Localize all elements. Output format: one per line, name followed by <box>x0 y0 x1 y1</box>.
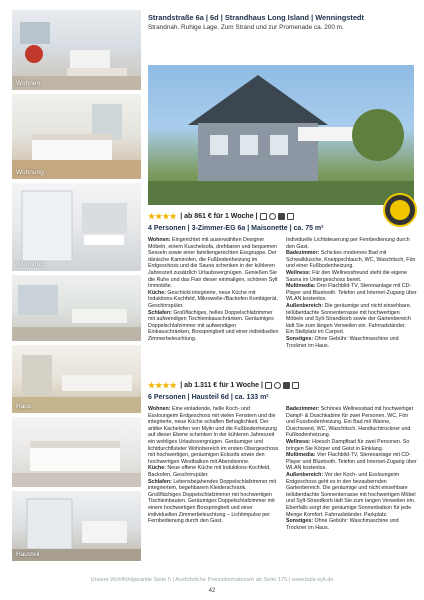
no-smoking-icon <box>269 213 276 220</box>
offer-headline: 4 Personen | 3-Zimmer-EG 6a | Maisonette | ca. 75 m² <box>148 225 324 232</box>
living-room-illustration <box>12 10 141 90</box>
desc-wohnen: Wohnen: Eine einladende, helle Koch- und Essloungeim Erdgeschoss mit vielen Fenstern und die integrierte, neue Küche schaffen Behaglichkeit. Der antike Kachelofen von Mylin und die Fußbodenheizung auf dieser Ebene schenken in der kühleren Jahreszeit ein wohliges Urlaubsvergnügen. Geräumiger und lichtdurchfluteter Wohnbereich im ersten Obergeschoss mit hochwertigen, geräumigen Ecksofa sowie den hochwertigen Westbalkon mit Abendsonne. <box>148 406 279 465</box>
wifi-icon <box>283 382 290 389</box>
desc-multimedia: Multimedia: Vier Flachbild-TV, Stereoanlage mit CD-Player und Bluetooth. Telefon und Internet-Zugang über WLAN kostenlos. <box>286 452 417 472</box>
desc-bad: Badezimmer: Schickes modernes Bad mit Schwalldusche, Kneippschlauch, WC, Waschtisch, Fön und einer Fußbodenheizung. <box>286 250 416 270</box>
pet-icon <box>265 382 272 389</box>
offer-description-right <box>286 406 417 531</box>
photo-caption: Wohnung <box>16 261 44 268</box>
pet-icon <box>260 213 267 220</box>
photo-column <box>12 10 141 565</box>
bedroom-2-illustration <box>12 417 141 487</box>
photo-bathroom <box>12 183 141 271</box>
photo-bedroom-2 <box>12 417 141 487</box>
kitchen-illustration <box>12 345 141 413</box>
bathroom-illustration <box>12 183 141 271</box>
desc-aussen: Außenbereich: Vor der Koch- und Essloungeim Erdgeschoss geht es in den bezaubernden Gartenbereich. Die geräumige und nicht einsehbare teilüberdachte Sonnenterrasse mit hochwertigen Möbel und Sylt-Strandkorb lädt Sie zum langen Verweilen ein. Ebenfalls sorgt der geräumige Sonnenbalkon für jede Menge Komfort. Fahrradständer. Parkplatz. <box>286 471 416 518</box>
desc-sonstiges: Sonstiges: Ohne Gebühr: Waschmaschine und Trockner im Haus. <box>286 335 399 349</box>
offer-headline: 6 Personen | Hausteil 6d | ca. 133 m² <box>148 394 269 401</box>
rating-price-row <box>148 212 418 221</box>
page-subtitle: Strandnah. Ruhige Lage. Zum Strand und zur Promenade ca. 200 m. <box>148 24 344 31</box>
photo-living-room <box>12 10 141 90</box>
desc-wellness: Wellness: Für den Wellnessfreund steht die eigene Sauna im Untergeschoss bereit. <box>286 269 408 283</box>
desc-schlafen: Schlafen: Großflächiges, helles Doppelschlafzimmer mit aufwendigen Tischleinbauschränken. Geräumiges Doppelschlafzimmer mit aufwendigen Einbauschränken, Boxspringbett und einer individuellen Zimmerbeleuchtung. <box>148 309 279 342</box>
wifi-icon <box>278 213 285 220</box>
living-room-2-illustration <box>12 275 141 341</box>
desc-multimedia: Multimedia: Drei Flachbild-TV, Stereoanlage mit CD-Player und Bluetooth. Telefon und Internet-Zugang über WLAN kostenlos. <box>286 283 417 303</box>
desc-licht: Individuelle Lichtsteuerung per Fernbedienung durch den Gast. <box>286 237 410 250</box>
photo-caption: Hausteil <box>16 551 40 558</box>
offer-description-left <box>148 406 279 531</box>
price-label: | ab 861 € für 1 Woche | <box>180 213 258 220</box>
no-smoking-icon <box>274 382 281 389</box>
photo-caption: Wohnen <box>16 80 41 87</box>
photo-living-room-2 <box>12 275 141 341</box>
desc-kueche: Küche: Neue offene Küche mit Induktions-Kochfeld, Backofen, Geschirrspüler. <box>148 465 271 478</box>
rating-price-row <box>148 381 418 390</box>
desc-aussen: Außenbereich: Die geräumige und nicht einsehbare, teilüberdachte Sonnenterrasse mit hochwertigen Möbeln und Sylt-Strandkorb sowie der Gartenbereich lädt Sie zum längen Verweilen ein. Fahrradständer. <box>286 302 412 329</box>
house-illustration <box>148 65 414 205</box>
photo-bathroom-2 <box>12 491 141 561</box>
offer-description-right <box>286 237 417 349</box>
offer-description-left <box>148 237 279 349</box>
desc-stellplatz: Ein Stellplatz im Carport. <box>286 329 345 336</box>
desc-wohnen: Wohnen: Eingerichtet mit auserwählten Designer Möbeln, einem Kuschelsofa, drehbaren und bequemen Sesseln sowie einer familiengerechten Essgruppe. Der dänische Kaminofen, die Fußbodenheizung im Erdgeschoss und die Sauna schenken in der kühleren Jahreszeit zusätzlich Urlaubsvergnügen. Genießen Sie die Ruhe und das Flair dieser einmaligen, schönen Sylt Immobilie. <box>148 237 278 290</box>
desc-bad: Badezimmer: Schönes Wellnessbad mit hochwertiger Dampf- & Duschkabine für zwei Personen, WC, Fön und Fussbodenheizung. Ein Bad mit Wanne, Duschwand, WC, Waschtisch, Handtuchtrockner und Fußbodenheizung. <box>286 406 414 439</box>
desc-wellness: Wellness: Hoesch Dampfbad für zwei Personen. So bringen Sie Körper und Geist in Einklang. <box>286 438 410 452</box>
desc-schlafen: Schlafen: Lebensbejahendes Doppelschlafzimmer mit integriertem, begehbarem Kleiderschrank. Großflächiges Doppelschlafzimmer mit hochwertigen Tischleinbauten. Geräumiges Doppelschlafzimmer mit einem hochwertigen Boxspringbett und einer individuellen Zimmerbeleuchtung – Lichtimpulse per Fernbedienung durch den Gast. <box>148 478 277 525</box>
photo-caption: Wohnung <box>16 169 44 176</box>
page-footer: Unsere Wohlfühlgarantie Seite 5 | Ausführliche Preisinformationen ab Seite 175 | www.bals-sylt.de <box>90 577 334 583</box>
offer-maisonette <box>148 212 418 349</box>
photo-kitchen <box>12 345 141 413</box>
photo-bedroom <box>12 94 141 179</box>
photo-caption: Haus <box>16 403 32 410</box>
parking-icon <box>292 382 299 389</box>
desc-sonstiges: Sonstiges: Ohne Gebühr: Waschmaschine und Trockner im Haus. <box>286 518 399 531</box>
parking-icon <box>287 213 294 220</box>
bedroom-illustration <box>12 94 141 179</box>
page-title: Strandstraße 6a | 6d | Strandhaus Long Island | Wenningstedt <box>148 13 364 22</box>
star-rating-icon: ★★★★ <box>148 381 177 390</box>
desc-kueche: Küche: Geschickt integrierte, neue Küche mit Induktions-Kochfeld, Mikrowelle-/Backofen Kombigerät, Geschirrspüler. <box>148 289 278 309</box>
offer-hausteil <box>148 381 418 531</box>
photo-house-exterior <box>148 65 414 205</box>
page-number: 42 <box>208 588 216 594</box>
star-rating-icon: ★★★★ <box>148 212 177 221</box>
price-label: | ab 1.311 € für 1 Woche | <box>180 382 263 389</box>
